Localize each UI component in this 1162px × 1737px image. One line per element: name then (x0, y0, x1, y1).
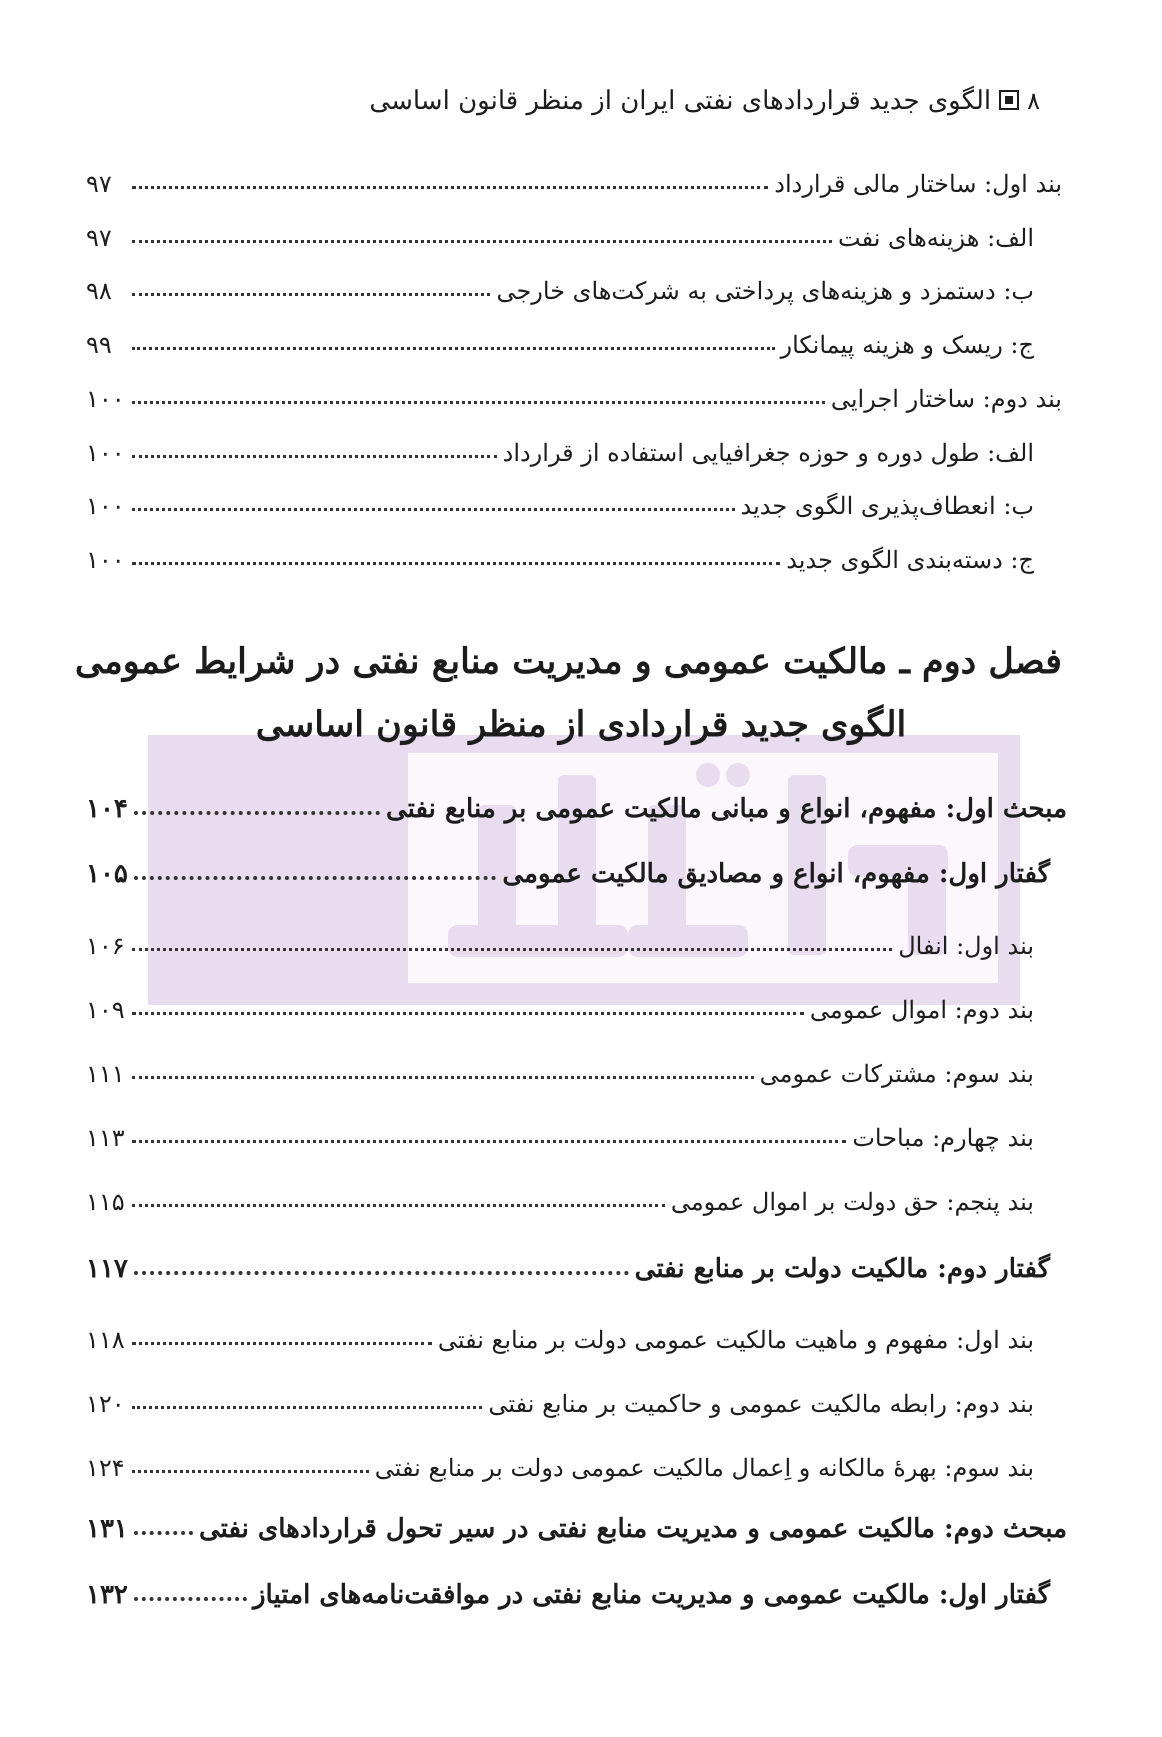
toc-entry-page: ۱۰۹ (86, 996, 125, 1024)
toc-entry-title: ج: دسته‌بندی الگوی جدید (786, 546, 1034, 574)
dot-leader (132, 1406, 482, 1409)
toc-entry-page: ۱۰۶ (86, 932, 125, 960)
dot-leader (132, 293, 490, 296)
toc-entry-title: الف: هزینه‌های نفت (838, 224, 1034, 252)
toc-entry-page: ۱۱۳ (86, 1124, 125, 1152)
toc-entry-title: ب: دستمزد و هزینه‌های پرداختی به شرکت‌های خارجی (496, 277, 1034, 305)
toc-entry-page: ۱۲۴ (86, 1454, 125, 1482)
dot-leader (132, 1470, 369, 1473)
dot-leader (132, 186, 768, 189)
dot-leader (132, 1140, 846, 1143)
toc-entry-page: ۱۰۰ (86, 439, 125, 467)
toc-entry-title: بند اول: ساختار مالی قرارداد (774, 170, 1062, 198)
toc-entry (86, 476, 1034, 520)
toc-entry (86, 1566, 1050, 1610)
toc-entry-title: ج: ریسک و هزینه پیمانکار (780, 331, 1034, 359)
toc-entry-page: ۹۷ (86, 170, 112, 198)
toc-entry (86, 1310, 1034, 1354)
toc-entry-page: ۹۹ (86, 331, 112, 359)
toc-entry (86, 1500, 1067, 1544)
toc-entry (86, 1240, 1050, 1284)
dot-leader (134, 1271, 629, 1275)
toc-entry-title: گفتار دوم: مالکیت دولت بر منابع نفتی (634, 1254, 1050, 1284)
toc-entry (86, 1374, 1034, 1418)
dot-leader (132, 1204, 665, 1207)
dot-leader (132, 948, 892, 951)
toc-entry-title: بند دوم: ساختار اجرایی (830, 385, 1062, 413)
toc-entry-page: ۱۰۴ (86, 794, 128, 824)
dot-leader (132, 240, 832, 243)
dot-leader (134, 1597, 247, 1601)
toc-entry-title: بند سوم: بهرهٔ مالکانه و اِعمال مالکیت عمومی دولت بر منابع نفتی (374, 1454, 1034, 1482)
chapter-heading-line-2: الگوی جدید قراردادی از منظر قانون اساسی (255, 704, 907, 745)
dot-leader (132, 1076, 754, 1079)
toc-entry (86, 1044, 1034, 1088)
toc-entry-title: بند سوم: مشترکات عمومی (759, 1060, 1034, 1088)
dot-leader (132, 1012, 804, 1015)
toc-entry-title: مبحث دوم: مالکیت عمومی و مدیریت منابع نفتی در سیر تحول قراردادهای نفتی (198, 1514, 1067, 1544)
dot-leader (134, 876, 496, 880)
toc-entry-title: بند دوم: اموال عمومی (809, 996, 1034, 1024)
dot-leader (132, 1342, 432, 1345)
toc-entry-title: گفتار اول: مفهوم، انواع و مصادیق مالکیت عمومی (502, 859, 1050, 889)
toc-entry (86, 780, 1067, 824)
toc-entry-title: گفتار اول: مالکیت عمومی و مدیریت منابع نفتی در موافقت‌نامه‌های امتیاز (252, 1580, 1050, 1610)
toc-entry-page: ۱۱۱ (86, 1060, 125, 1088)
toc-entry-page: ۹۸ (86, 277, 112, 305)
chapter-heading (74, 630, 1062, 756)
toc-entry-page: ۱۳۱ (86, 1514, 128, 1544)
dot-leader (132, 347, 775, 350)
toc-entry-title: مبحث اول: مفهوم، انواع و مبانی مالکیت عمومی بر منابع نفتی (386, 794, 1067, 824)
dot-leader (134, 1531, 193, 1535)
toc-entry-title: الف: طول دوره و حوزه جغرافیایی استفاده از قرارداد (502, 439, 1034, 467)
toc-entry-page: ۱۰۵ (86, 859, 128, 889)
dot-leader (132, 562, 780, 565)
toc-entry-page: ۹۷ (86, 224, 112, 252)
toc-entry-title: بند چهارم: مباحات (852, 1124, 1034, 1152)
toc-entry-page: ۱۱۷ (86, 1254, 128, 1284)
toc-entry-title: بند اول: انفال (898, 932, 1034, 960)
dot-leader (134, 811, 380, 815)
dot-leader (132, 455, 497, 458)
toc-entry-page: ۱۰۰ (86, 385, 125, 413)
toc-entry (86, 916, 1034, 960)
running-head-title: الگوی جدید قراردادهای نفتی ایران از منظر قانون اساسی (369, 86, 992, 116)
toc-entry (86, 315, 1034, 359)
toc-entry (86, 1172, 1034, 1216)
toc-entry (86, 845, 1050, 889)
square-marker-icon (999, 90, 1019, 110)
toc-entry (86, 1108, 1034, 1152)
toc-entry (86, 208, 1034, 252)
toc-entry (86, 261, 1034, 305)
dot-leader (132, 401, 825, 404)
toc-entry (86, 1438, 1034, 1482)
toc-entry (86, 369, 1062, 413)
toc-entry-page: ۱۰۰ (86, 492, 125, 520)
toc-entry-title: ب: انعطاف‌پذیری الگوی جدید (740, 492, 1034, 520)
toc-entry-title: بند اول: مفهوم و ماهیت مالکیت عمومی دولت بر منابع نفتی (437, 1326, 1034, 1354)
toc-entry-page: ۱۱۵ (86, 1188, 125, 1216)
toc-entry-page: ۱۳۲ (86, 1580, 128, 1610)
running-head (369, 86, 1040, 116)
toc-entry (86, 980, 1034, 1024)
toc-entry-title: بند دوم: رابطه مالکیت عمومی و حاکمیت بر منابع نفتی (488, 1390, 1034, 1418)
toc-entry-page: ۱۰۰ (86, 546, 125, 574)
toc-entry (86, 530, 1034, 574)
dot-leader (132, 508, 735, 511)
page-number: ۸ (1027, 87, 1040, 115)
chapter-heading-line-1: فصل دوم ـ مالکیت عمومی و مدیریت منابع نفتی در شرایط عمومی (74, 641, 1062, 682)
toc-entry (86, 154, 1062, 198)
toc-entry-page: ۱۲۰ (86, 1390, 125, 1418)
toc-entry-page: ۱۱۸ (86, 1326, 125, 1354)
toc-entry-title: بند پنجم: حق دولت بر اموال عمومی (670, 1188, 1034, 1216)
toc-entry (86, 423, 1034, 467)
